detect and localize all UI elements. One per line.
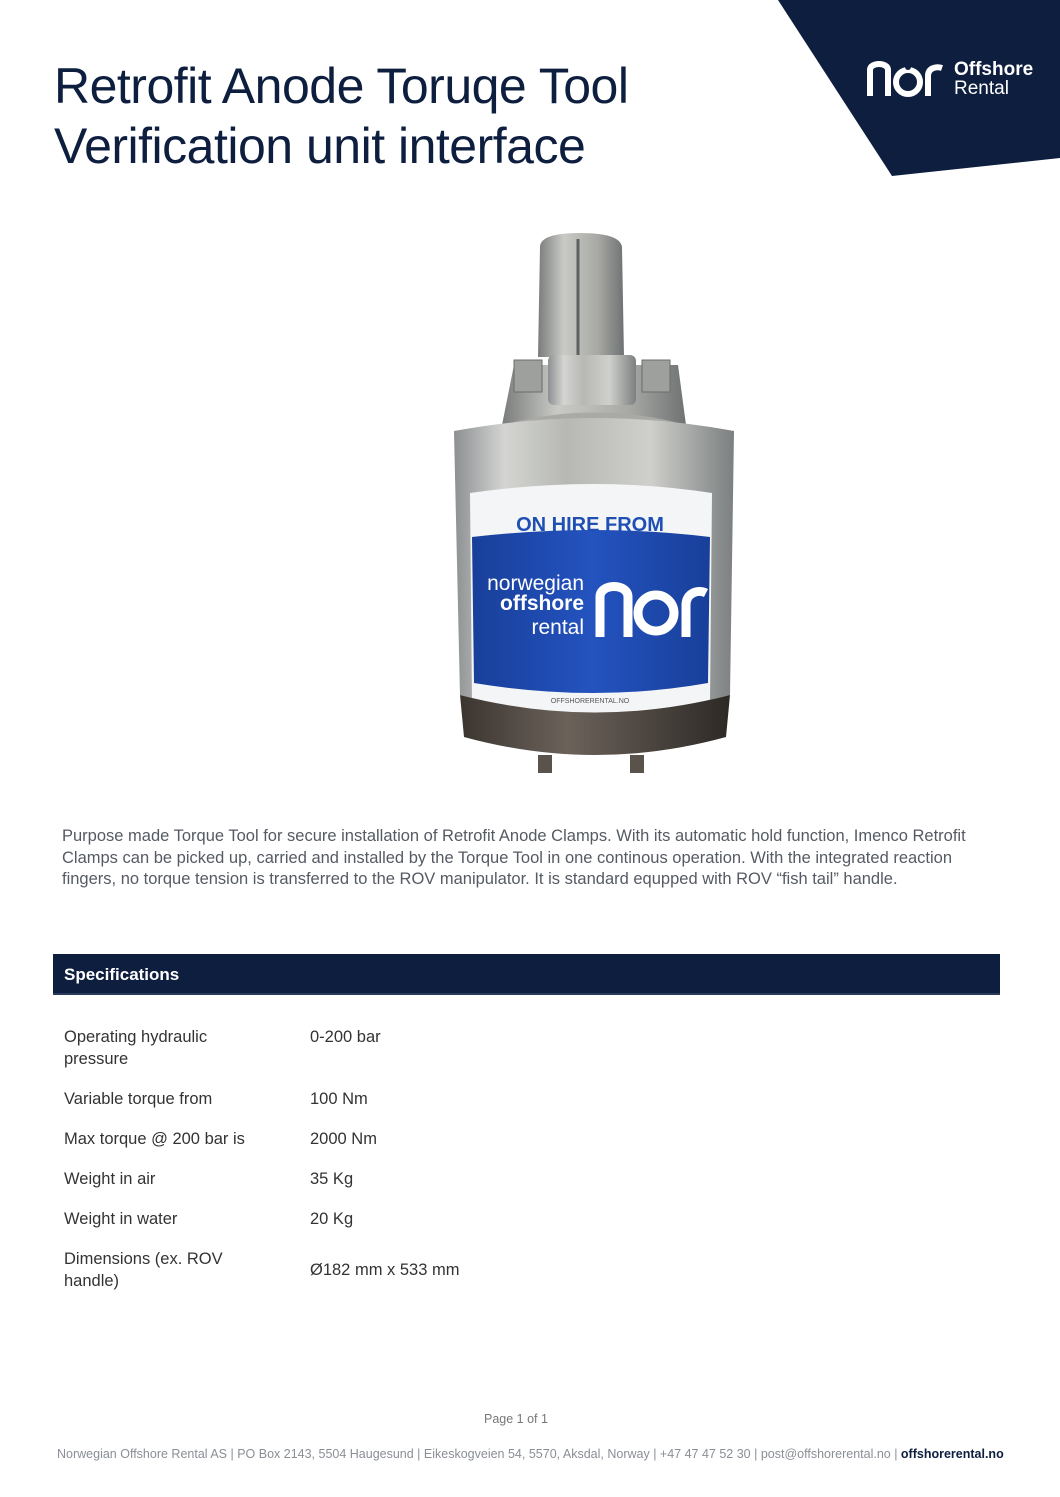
spec-label: Operating hydraulic pressure (64, 1028, 208, 1068)
footer (57, 1447, 1017, 1461)
label-heading: ON HIRE FROM (516, 514, 664, 536)
spec-label: Variable torque from (64, 1090, 213, 1108)
product-description: Purpose made Torque Tool for secure installation of Retrofit Anode Clamps. With its automatic hold function, Imenco Retrofit Clamps can be picked up, carried and installed by the Torque Tool in one continous operation. With the integrated reaction fingers, no torque tension is transferred to the ROV manipulator. It is standard equpped with ROV “fish tail” handle. (62, 827, 966, 888)
spec-row (64, 1128, 964, 1150)
spec-row (64, 1208, 964, 1230)
title-line-2: Verification unit interface (54, 118, 586, 174)
nor-logo-icon (866, 56, 946, 102)
specifications-header (53, 954, 1000, 995)
logo-wordmark (954, 60, 1033, 98)
spec-value: 35 Kg (310, 1170, 354, 1188)
spec-label: Dimensions (ex. ROV handle) (64, 1250, 223, 1290)
spec-value: 0-200 bar (310, 1028, 381, 1046)
footer-website-link[interactable]: offshorerental.no (900, 1447, 1004, 1461)
company-logo[interactable] (866, 56, 1033, 102)
label-brand-line-1: norwegian (487, 572, 584, 595)
product-photo (430, 225, 760, 785)
spec-row (64, 1248, 964, 1292)
page-title (54, 56, 628, 176)
label-brand-line-3: rental (531, 616, 584, 639)
spec-value: 100 Nm (310, 1090, 368, 1108)
spec-label: Max torque @ 200 bar is (64, 1130, 245, 1148)
specifications-table (64, 1026, 964, 1292)
spec-label: Weight in air (64, 1170, 156, 1188)
spec-value: Ø182 mm x 533 mm (310, 1261, 460, 1279)
logo-line-offshore: Offshore (954, 59, 1034, 80)
spec-row (64, 1088, 964, 1110)
spec-value: 2000 Nm (310, 1130, 377, 1148)
title-line-1: Retrofit Anode Toruqe Tool (54, 58, 629, 114)
specifications-heading: Specifications (64, 965, 180, 984)
spec-row (64, 1026, 964, 1070)
page-indicator: Page 1 of 1 (484, 1412, 548, 1426)
footer-contact-text: Norwegian Offshore Rental AS | PO Box 2143, 5504 Haugesund | Eikeskogveien 54, 5570, Aksdal, Norway | +47 47 47 52 30 | post@offshorerental.no | (57, 1447, 901, 1461)
label-brand-line-2: offshore (500, 592, 584, 615)
spec-label: Weight in water (64, 1210, 178, 1228)
spec-value: 20 Kg (310, 1210, 354, 1228)
logo-line-rental: Rental (954, 78, 1009, 99)
spec-row (64, 1168, 964, 1190)
label-url: OFFSHORERENTAL.NO (550, 698, 630, 705)
